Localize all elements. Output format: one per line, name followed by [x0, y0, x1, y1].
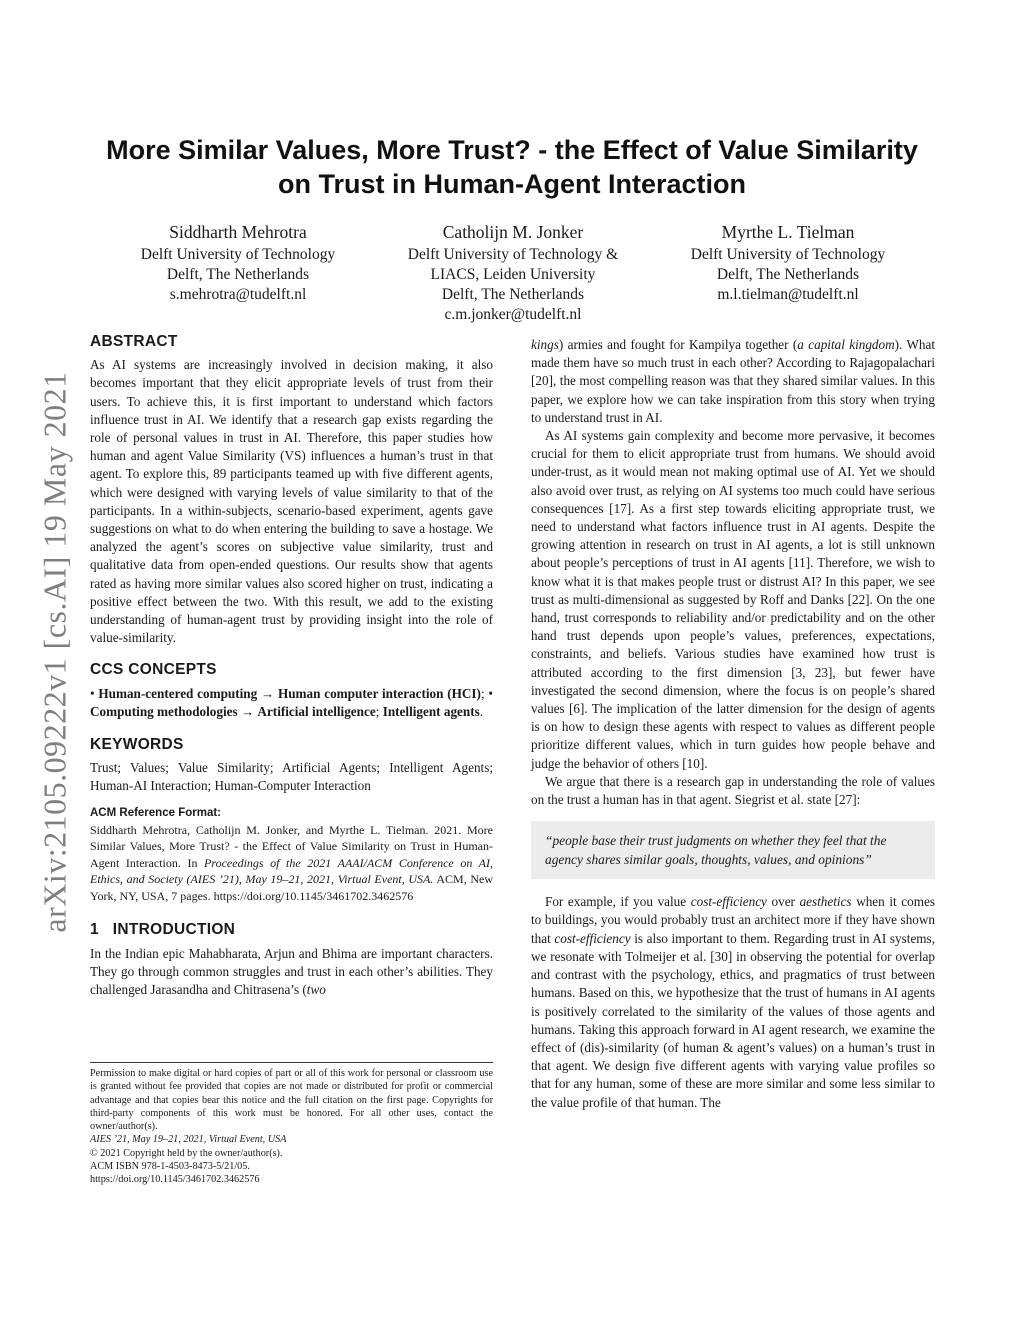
- body-text: ). What made them have so much trust in each other? According to Rajagopalachari [20], the most compelling reason was that they shared similar values. In this paper, we explore how we can take inspiration from this story when trying to understand trust in AI.: [531, 337, 935, 425]
- permission-notice: Permission to make digital or hard copies of part or all of this work for personal or classroom use is granted without fee provided that copies are not made or distributed for profit or commercial advantage and that copies bear this notice and the full citation on the first page. Copyrights for third-party components of this work must be honored. For all other uses, contact the owner/author(s).: [90, 1068, 493, 1133]
- intro-italic: two: [306, 981, 326, 997]
- ccs-term: Human-centered computing: [98, 685, 258, 701]
- quote-block: “people base their trust judgments on whether they feel that the agency shares similar goals, thoughts, values, and opinions”: [531, 821, 935, 879]
- ccs-heading: CCS CONCEPTS: [90, 661, 217, 679]
- author-location: Delft, The Netherlands: [716, 266, 860, 283]
- italic-text: aesthetics: [799, 894, 852, 910]
- author-block-2: [368, 220, 658, 325]
- section-title: INTRODUCTION: [112, 921, 236, 939]
- left-column: [90, 333, 493, 999]
- paper-title: [90, 133, 934, 201]
- acm-reference-text: [90, 822, 493, 905]
- keywords-heading: KEYWORDS: [90, 736, 184, 754]
- ccs-arrow: →: [261, 685, 275, 701]
- intro-continuation: [531, 336, 935, 427]
- title-line-1: More Similar Values, More Trust? - the Effect of Value Similarity: [106, 135, 918, 165]
- author-block-3: [643, 220, 933, 305]
- section-number: 1: [90, 921, 99, 939]
- italic-text: cost-efficiency: [690, 894, 767, 910]
- ccs-term: Computing methodologies: [90, 703, 238, 719]
- italic-text: kings: [531, 337, 559, 352]
- arxiv-identifier: arXiv:2105.09222v1 [cs.AI] 19 May 2021: [36, 371, 73, 933]
- author-email: m.l.tielman@tudelft.nl: [717, 286, 859, 303]
- copyright-line: © 2021 Copyright held by the owner/author(s).: [90, 1147, 283, 1159]
- ccs-term: Artificial intelligence: [257, 703, 376, 719]
- author-affiliation: Delft University of Technology: [690, 246, 886, 263]
- acm-reference-heading: ACM Reference Format:: [90, 806, 221, 819]
- ccs-concepts: • Human-centered computing → Human computer interaction (HCI); • Computing methodologies → Artificial intelligence; Intelligent agents.: [90, 685, 493, 719]
- body-text: ) armies and fought for Kampilya together (: [558, 337, 798, 352]
- right-column: [531, 336, 935, 1112]
- author-email: s.mehrotra@tudelft.nl: [169, 286, 307, 303]
- introduction-heading: [90, 921, 493, 939]
- author-location: Delft, The Netherlands: [166, 266, 310, 283]
- italic-text: cost-efficiency: [554, 930, 631, 946]
- author-name: Myrthe L. Tielman: [721, 222, 855, 242]
- author-affiliation: Delft University of Technology &: [407, 246, 619, 263]
- acm-ref-proceedings: Proceedings of the 2021 AAAI/ACM Conference on AI, Ethics, and Society (AIES ’21), May 19–21, 2021, Virtual Event, USA.: [90, 855, 493, 887]
- author-name: Siddharth Mehrotra: [169, 222, 307, 242]
- author-block-1: [93, 220, 383, 305]
- ccs-arrow: →: [240, 703, 255, 719]
- paragraph-4: [531, 893, 935, 1111]
- author-email: c.m.jonker@tudelft.nl: [444, 306, 582, 323]
- ccs-term: Human computer interaction (HCI): [277, 685, 481, 701]
- ccs-term: Intelligent agents: [382, 703, 480, 719]
- author-name: Catholijn M. Jonker: [442, 222, 584, 242]
- doi-link[interactable]: https://doi.org/10.1145/3461702.3462576: [90, 1174, 260, 1186]
- copyright-footnote: [90, 1062, 493, 1187]
- body-text: when it comes to buildings, you would probably trust an architect more if they have shown that: [531, 894, 935, 946]
- author-affiliation-2: LIACS, Leiden University: [430, 266, 596, 283]
- author-location: Delft, The Netherlands: [441, 286, 585, 303]
- paragraph-2: As AI systems gain complexity and become more pervasive, it becomes crucial for them to elicit appropriate trust from humans. We should avoid under-trust, as it would mean not making optimal use of AI. Yet we should also avoid over trust, as relying on AI systems too much could have serious consequences [17]. As a first step towards eliciting appropriate trust, we need to understand what factors influence trust in AI agents. Despite the growing attention in research on trust in AI agents, a lot is still unknown about people’s perceptions of trust in AI agents [11]. Therefore, we wish to know what it is that makes people trust or distrust AI? In this paper, we see trust as multi-dimensional as suggested by Roff and Danks [22]. On the one hand, trust corresponds to reliability and/or predictability and on the other hand trust depends upon people’s values, preferences, expectations, constraints, and beliefs. Various studies have examined how trust is attributed according to the first dimension [3, 23], but fewer have investigated the second dimension, where the focus is on people’s shared values [6]. The implication of the latter dimension for the design of agents is on how to design these agents with respect to values as different people prioritize different values, which in turn guides how people behave and judge the behavior of others [10].: [531, 428, 935, 771]
- intro-paragraph: [90, 945, 493, 1000]
- abstract-heading: ABSTRACT: [90, 333, 178, 350]
- acm-ref-part: Siddharth Mehrotra, Catholijn M. Jonker, and Myrthe L. Tielman. 2021. More Similar Values, More Trust? - the Effect of Value Similarity on Trust in Human-Agent Interaction. In: [90, 822, 493, 870]
- venue-line: AIES ’21, May 19–21, 2021, Virtual Event, USA: [90, 1134, 287, 1146]
- body-text: For example, if you value: [545, 894, 691, 910]
- author-affiliation: Delft University of Technology: [140, 246, 336, 263]
- italic-text: a capital kingdom: [797, 337, 895, 352]
- title-line-2: on Trust in Human-Agent Interaction: [277, 169, 746, 199]
- isbn-line: ACM ISBN 978-1-4503-8473-5/21/05.: [90, 1161, 250, 1173]
- body-text: is also important to them. Regarding trust in AI systems, we resonate with Tolmeijer et al. [30] in observing the potential for overlap and contrast with the psychology, ethics, and pragmatics of trust between humans. Based on this, we hypothesize that the trust of humans in AI agents is positively correlated to the similarity of the values of those agents and humans. Taking this approach forward in AI agent research, we examine the effect of (dis)-similarity (of human & agent’s values) on a human’s trust in that agent. We design five different agents with varying value profiles so that for any human, some of these are more similar and some less similar to the value profile of that human. The: [531, 930, 935, 1110]
- abstract-text: As AI systems are increasingly involved in decision making, it also becomes important that they elicit appropriate levels of trust from their users. To achieve this, it is first important to understand which factors influence trust in AI. We identify that a research gap exists regarding the role of personal values in trust in AI. Therefore, this paper studies how human and agent Value Similarity (VS) influences a human’s trust in that agent. To explore this, 89 participants teamed up with five different agents, which were designed with varying levels of value similarity to that of the participants. In a within-subjects, scenario-based experiment, agents gave suggestions on what to do when entering the building to save a hostage. We analyzed the agent’s scores on subjective value similarity, trust and qualitative data from open-ended questions. Our results show that agents rated as having more similar values also scored higher on trust, indicating a positive effect between the two. With this result, we add to the existing understanding of human-agent trust by providing insight into the role of value-similarity.: [90, 357, 493, 646]
- paragraph-3: We argue that there is a research gap in understanding the role of values on the trust a human has in that agent. Siegrist et al. state [27]:: [531, 773, 935, 808]
- intro-text: In the Indian epic Mahabharata, Arjun and Bhima are important characters. They go through common struggles and trust in each other’s abilities. They challenged Jarasandha and Chitrasena’s (: [90, 945, 493, 997]
- acm-ref-part: ACM, New York, NY, USA, 7 pages. https://doi.org/10.1145/3461702.3462576: [90, 872, 493, 903]
- keywords-text: Trust; Values; Value Similarity; Artificial Agents; Intelligent Agents; Human-AI Interaction; Human-Computer Interaction: [90, 760, 493, 794]
- body-text: over: [766, 894, 800, 910]
